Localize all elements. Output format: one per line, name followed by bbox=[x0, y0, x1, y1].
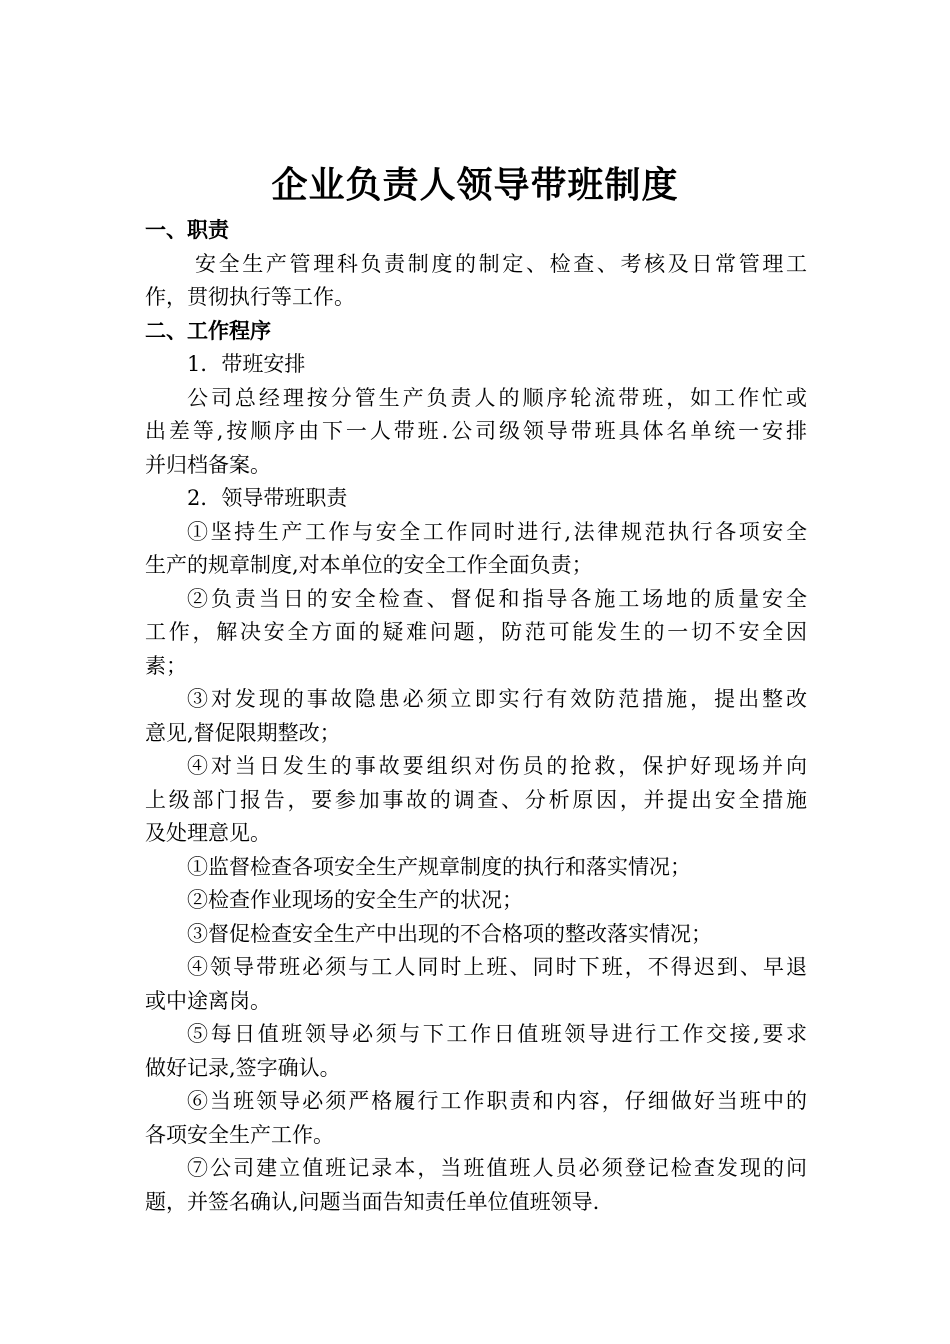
body-text-line: ⑥当班领导必须严格履行工作职责和内容，仔细做好当班中的 bbox=[187, 1089, 807, 1113]
section-heading: 二、工作程序 bbox=[145, 318, 271, 343]
body-text-line: 及处理意见。 bbox=[145, 821, 271, 845]
body-text-line: ③督促检查安全生产中出现的不合格项的整改落实情况； bbox=[187, 921, 712, 946]
body-text-line: 做好记录,签字确认。 bbox=[145, 1055, 341, 1080]
body-text-line: 各项安全生产工作。 bbox=[145, 1122, 334, 1147]
body-text-line: 工作，解决安全方面的疑难问题，防范可能发生的一切不安全因 bbox=[145, 620, 807, 644]
body-text-line: 生产的规章制度,对本单位的安全工作全面负责； bbox=[145, 553, 593, 577]
body-text-line: 1．带班安排 bbox=[187, 352, 306, 376]
body-text-line: 公司总经理按分管生产负责人的顺序轮流带班，如工作忙或 bbox=[187, 385, 807, 410]
section-heading: 一、职责 bbox=[145, 218, 229, 242]
body-text-line: 意见,督促限期整改； bbox=[145, 720, 341, 745]
body-text-line: ⑦公司建立值班记录本，当班值班人员必须登记检查发现的问 bbox=[187, 1156, 807, 1180]
body-text-line: ⑤每日值班领导必须与下工作日值班领导进行工作交接,要求 bbox=[187, 1022, 807, 1046]
body-text-line: ③对发现的事故隐患必须立即实行有效防范措施，提出整改 bbox=[187, 687, 807, 711]
body-text-line: ④对当日发生的事故要组织对伤员的抢救，保护好现场并向 bbox=[187, 754, 807, 778]
body-text-line: 题，并签名确认,问题当面告知责任单位值班领导. bbox=[145, 1189, 600, 1214]
body-text-line: ②负责当日的安全检查、督促和指导各施工场地的质量安全 bbox=[187, 586, 807, 611]
body-text-line: 2．领导带班职责 bbox=[187, 486, 348, 510]
body-text-line: 素； bbox=[145, 653, 187, 678]
body-text-line: 上级部门报告，要参加事故的调查、分析原因，并提出安全措施 bbox=[145, 787, 807, 812]
body-text-line: 或中途离岗。 bbox=[145, 988, 271, 1013]
body-text-line: ④领导带班必须与工人同时上班、同时下班，不得迟到、早退 bbox=[187, 955, 807, 979]
body-text-line: 安全生产管理科负责制度的制定、检查、考核及日常管理工 bbox=[195, 251, 807, 276]
document-title: 企业负责人领导带班制度 bbox=[271, 164, 679, 206]
body-text-line: ①坚持生产工作与安全工作同时进行,法律规范执行各项安全 bbox=[187, 519, 807, 544]
body-text-line: ①监督检查各项安全生产规章制度的执行和落实情况； bbox=[187, 854, 691, 879]
body-text-line: 作，贯彻执行等工作。 bbox=[145, 285, 355, 309]
body-text-line: 并归档备案。 bbox=[145, 452, 271, 477]
body-text-line: 出差等,按顺序由下一人带班.公司级领导带班具体名单统一安排 bbox=[145, 419, 807, 443]
document-body bbox=[145, 214, 807, 1219]
body-text-line: ②检查作业现场的安全生产的状况； bbox=[187, 888, 523, 912]
